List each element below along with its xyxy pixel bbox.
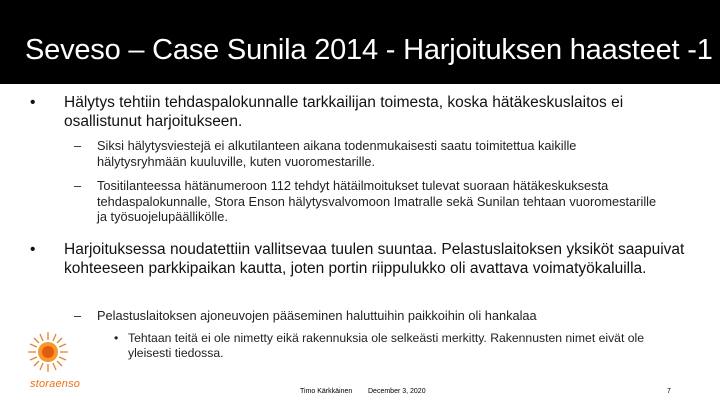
bullet-marker: • [114, 331, 119, 345]
dash-marker: – [74, 138, 82, 153]
sun-logo-icon [26, 330, 70, 374]
footer-page-number: 7 [667, 388, 671, 395]
bullet-2-text: Harjoituksessa noudatettiin vallitsevaa tuulen suuntaa. Pelastuslaitoksen yksiköt saapuivat kohteeseen parkkipaikan kautta, joten portin riippulukko oli avattava voimatyökaluilla. [64, 241, 685, 277]
sub-bullet-1-2-text: Tositilanteessa hätänumeroon 112 tehdyt hätäilmoitukset tulevat suoraan hätäkeskuksesta tehdaspalokunnalle, Stora Enson hälytysvalvomoon Imatralle sekä Sunilan tehtaan vuoromestarille ja työsuojelupäällikölle. [97, 178, 657, 224]
title-bar [0, 0, 720, 84]
bullet-marker: • [30, 241, 36, 258]
sub-bullet-1-1-text: Siksi hälytysviestejä ei alkutilanteen aikana todenmukaisesti saatu toimitettua kaikille hälytysryhmään kuuluville, kuten vuoromestarille. [97, 138, 577, 169]
footer-author: Timo Kärkkäinen [300, 388, 353, 395]
bullet-1-text: Hälytys tehtiin tehdaspalokunnalle tarkkailijan toimesta, koska hätäkeskuslaitos ei osallistunut harjoitukseen. [64, 94, 624, 130]
storaenso-logo-text: storaenso [30, 378, 81, 390]
dash-marker: – [74, 308, 82, 323]
dash-marker: – [74, 178, 82, 193]
sub-sub-bullet-2-1-1-text: Tehtaan teitä ei ole nimetty eikä rakennuksia ole selkeästi merkitty. Rakennusten nimet eivät ole yleisesti tiedossa. [128, 331, 644, 360]
sub-bullet-2-1-text: Pelastuslaitoksen ajoneuvojen pääseminen haluttuihin paikkoihin oli hankalaa [97, 308, 537, 323]
slide-title: Seveso – Case Sunila 2014 - Harjoituksen haasteet -1 [25, 34, 713, 66]
footer-date: December 3, 2020 [368, 388, 426, 395]
bullet-marker: • [30, 94, 36, 111]
